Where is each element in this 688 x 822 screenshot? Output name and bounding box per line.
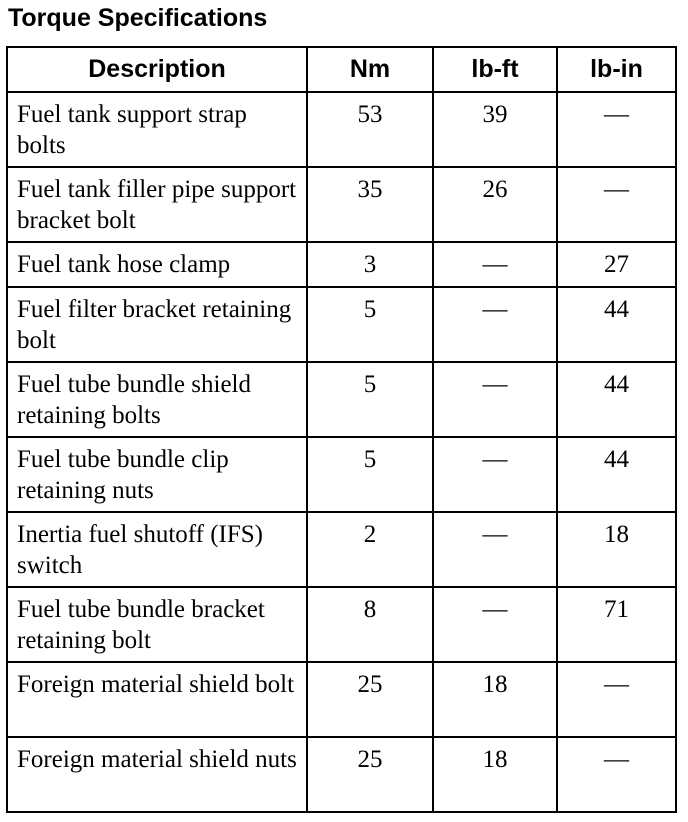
table-row: [7, 287, 676, 362]
description-cell: Fuel tank filler pipe support bracket bolt: [7, 167, 307, 242]
lbin-cell: —: [557, 167, 676, 242]
table-row: [7, 587, 676, 662]
table-header-row: [7, 47, 676, 92]
table-row: [7, 662, 676, 737]
lbft-cell: —: [433, 362, 557, 437]
lbft-cell: —: [433, 287, 557, 362]
lbin-cell: 71: [557, 587, 676, 662]
lbft-cell: —: [433, 242, 557, 287]
page-title: Torque Specifications: [8, 4, 268, 32]
description-cell: Fuel tube bundle shield retaining bolts: [7, 362, 307, 437]
description-cell: Fuel filter bracket retaining bolt: [7, 287, 307, 362]
nm-cell: 53: [307, 92, 433, 167]
lbin-cell: 44: [557, 287, 676, 362]
lbft-cell: —: [433, 437, 557, 512]
nm-cell: 5: [307, 437, 433, 512]
lbft-cell: 18: [433, 737, 557, 812]
column-header-lbin: lb-in: [557, 47, 676, 92]
description-cell: Foreign material shield bolt: [7, 662, 307, 737]
lbft-cell: —: [433, 512, 557, 587]
lbft-cell: 39: [433, 92, 557, 167]
description-cell: Fuel tube bundle clip retaining nuts: [7, 437, 307, 512]
table-row: [7, 737, 676, 812]
description-cell: Fuel tank hose clamp: [7, 242, 307, 287]
column-header-lbft: lb-ft: [433, 47, 557, 92]
table-row: [7, 512, 676, 587]
nm-cell: 25: [307, 737, 433, 812]
lbin-cell: —: [557, 737, 676, 812]
table-row: [7, 92, 676, 167]
lbft-cell: —: [433, 587, 557, 662]
lbft-cell: 26: [433, 167, 557, 242]
nm-cell: 35: [307, 167, 433, 242]
nm-cell: 5: [307, 287, 433, 362]
description-cell: Fuel tank support strap bolts: [7, 92, 307, 167]
table-row: [7, 167, 676, 242]
table-row: [7, 242, 676, 287]
lbin-cell: —: [557, 662, 676, 737]
table-row: [7, 437, 676, 512]
lbft-cell: 18: [433, 662, 557, 737]
lbin-cell: —: [557, 92, 676, 167]
description-cell: Foreign material shield nuts: [7, 737, 307, 812]
nm-cell: 25: [307, 662, 433, 737]
column-header-description: Description: [7, 47, 307, 92]
torque-specifications-table: [6, 46, 677, 813]
lbin-cell: 44: [557, 362, 676, 437]
nm-cell: 3: [307, 242, 433, 287]
nm-cell: 2: [307, 512, 433, 587]
lbin-cell: 44: [557, 437, 676, 512]
nm-cell: 5: [307, 362, 433, 437]
lbin-cell: 27: [557, 242, 676, 287]
lbin-cell: 18: [557, 512, 676, 587]
nm-cell: 8: [307, 587, 433, 662]
column-header-nm: Nm: [307, 47, 433, 92]
description-cell: Inertia fuel shutoff (IFS) switch: [7, 512, 307, 587]
description-cell: Fuel tube bundle bracket retaining bolt: [7, 587, 307, 662]
table-row: [7, 362, 676, 437]
